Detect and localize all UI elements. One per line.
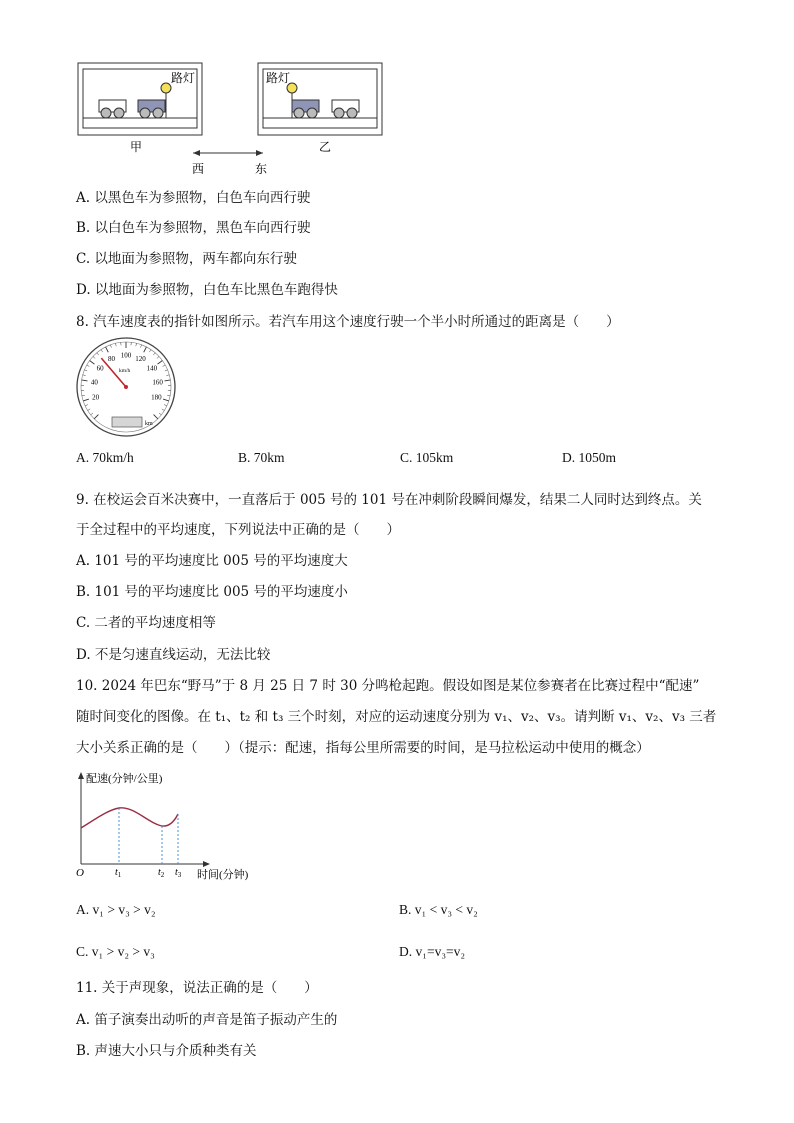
gauge-tick-label: 60: [96, 364, 104, 373]
q9-option-b: B. 101 号的平均速度比 005 号的平均速度小: [76, 584, 348, 600]
wheel-icon: [153, 108, 163, 118]
q11-option-a: A. 笛子演奏出动听的声音是笛子振动产生的: [76, 1012, 338, 1028]
odometer-unit: km: [145, 421, 153, 427]
q11-stem: 11. 关于声现象，说法正确的是（ ）: [76, 980, 318, 996]
gauge-tick-label: 140: [146, 364, 158, 373]
x-axis-arrow-icon: [203, 861, 210, 867]
t1-label: $t_1$: [115, 867, 122, 879]
x-axis-label: 时间(分钟): [197, 869, 249, 881]
gauge-tick-label: 40: [90, 378, 98, 387]
west-label: 西: [192, 162, 205, 176]
q8-option-c: C. 105km: [400, 450, 454, 465]
wheel-icon: [307, 108, 317, 118]
wheel-icon: [334, 108, 344, 118]
q8-option-a: A. 70km/h: [76, 450, 134, 465]
y-axis-arrow-icon: [78, 772, 84, 779]
q7-option-c: C. 以地面为参照物，两车都向东行驶: [76, 251, 297, 267]
q8-option-d: D. 1050m: [562, 450, 616, 465]
gauge-tick-label: 100: [120, 351, 132, 360]
arrow-right-icon: [256, 150, 263, 156]
gauge-tick-label: 80: [107, 354, 115, 363]
q10-option-b: B. v₁ < v₃ < v₂: [399, 902, 478, 917]
q10-option-a: A. v₁ > v₃ > v₂: [76, 902, 156, 917]
lamp-icon: [161, 83, 171, 93]
q10-stem-line3: 大小关系正确的是（ ）（提示：配速，指每公里所需要的时间，是马拉松运动中使用的概念）: [76, 740, 650, 756]
t2-label: $t_2$: [158, 867, 165, 879]
q9-option-c: C. 二者的平均速度相等: [76, 615, 216, 631]
arrow-left-icon: [193, 150, 200, 156]
q10-option-d: D. v₁=v₃=v₂: [399, 944, 466, 959]
q10-option-c: C. v₁ > v₂ > v₃: [76, 944, 155, 959]
gauge-tick-label: 160: [152, 378, 163, 387]
q7-option-a: A. 以黑色车为参照物，白色车向西行驶: [76, 190, 311, 206]
wheel-icon: [294, 108, 304, 118]
gauge-hub: [124, 385, 128, 389]
speedometer: [70, 336, 182, 440]
gauge-tick-label: 180: [151, 393, 162, 402]
q8-option-b: B. 70km: [238, 450, 285, 465]
panel-label-left: 甲: [130, 140, 143, 154]
gauge-tick-label: 20: [92, 393, 100, 402]
lamp-label-right: 路灯: [266, 71, 291, 85]
q8-stem: 8. 汽车速度表的指针如图所示。若汽车用这个速度行驶一个半小时所通过的距离是（ ）: [76, 314, 620, 330]
q9-option-a: A. 101 号的平均速度比 005 号的平均速度大: [76, 553, 348, 569]
gauge-tick-label: 120: [135, 354, 146, 363]
q7-option-b: B. 以白色车为参照物，黑色车向西行驶: [76, 220, 311, 236]
q10-stem-line2: 随时间变化的图像。在 t₁、t₂ 和 t₃ 三个时刻，对应的运动速度分别为 v₁、v₂、v₃。请判断 v₁、v₂、v₃ 三者: [76, 709, 717, 725]
panel-label-right: 乙: [319, 140, 332, 154]
q9-option-d: D. 不是匀速直线运动，无法比较: [76, 647, 271, 663]
q9-stem-line2: 于全过程中的平均速度，下列说法中正确的是（ ）: [76, 522, 400, 538]
q9-stem-line1: 9. 在校运会百米决赛中，一直落后于 005 号的 101 号在冲刺阶段瞬间爆发，结果二人同时达到终点。关: [76, 492, 702, 508]
y-axis-label: 配速(分钟/公里): [86, 773, 163, 785]
wheel-icon: [140, 108, 150, 118]
origin-label: O: [76, 867, 84, 879]
gauge-unit: km/h: [119, 368, 131, 374]
odometer-box: [112, 417, 142, 427]
east-label: 东: [255, 162, 268, 176]
t3-label: $t_3$: [175, 867, 182, 879]
pace-graph: [72, 768, 272, 884]
wheel-icon: [114, 108, 124, 118]
q11-option-b: B. 声速大小只与介质种类有关: [76, 1043, 257, 1059]
lamp-label-left: 路灯: [171, 71, 196, 85]
wheel-icon: [101, 108, 111, 118]
q7-option-d: D. 以地面为参照物，白色车比黑色车跑得快: [76, 282, 338, 298]
cars-figure: [70, 58, 390, 178]
pace-curve: [81, 808, 178, 828]
q10-stem-line1: 10. 2024 年巴东“野马”于 8 月 25 日 7 时 30 分鸣枪起跑。假设如图是某位参赛者在比赛过程中“配速”: [76, 678, 700, 694]
wheel-icon: [347, 108, 357, 118]
